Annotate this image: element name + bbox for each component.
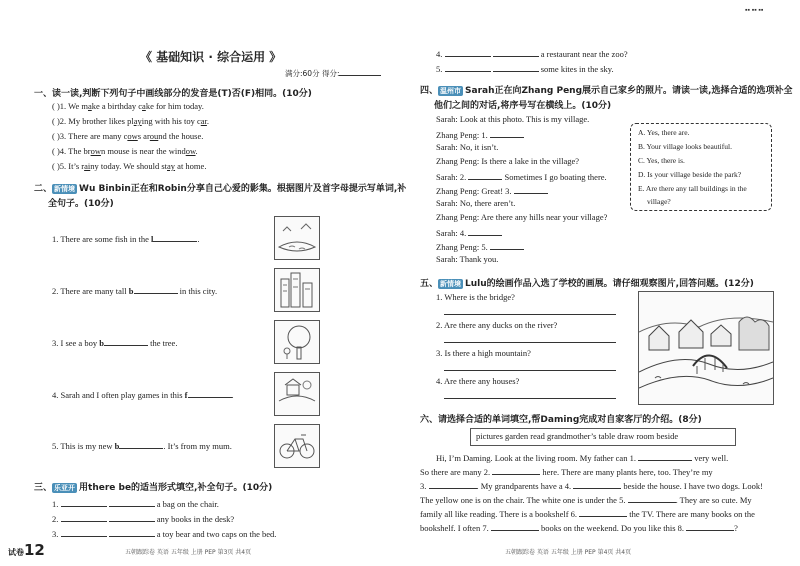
s1-item-2[interactable]: ( )2. My brother likes playing with his toy car.	[52, 116, 210, 126]
s2-item-2[interactable]: 2. There are many tall b in this city.	[52, 286, 218, 296]
passage-line-5[interactable]: family all like reading. There is a bookshelf 6. the TV. There are many books on the	[420, 509, 755, 519]
farm-picture	[274, 372, 320, 416]
landscape-picture	[638, 291, 774, 405]
s3-item-1[interactable]: 1. a bag on the chair.	[52, 499, 219, 509]
s1-item-3[interactable]: ( )3. There are many cows around the house.	[52, 131, 204, 141]
section-3-heading: 三、 乐亚开 用there be的适当形式填空,补全句子。(10分)	[34, 483, 273, 493]
tree-picture	[274, 320, 320, 364]
dialogue-line-9[interactable]: Sarah: 4.	[436, 226, 502, 238]
section-2-heading: 二、 新情境 Wu Binbin正在和Robin分享自己心爱的影集。根据图片及首字母提示写单词,补	[34, 184, 407, 194]
word-bank-words: pictures garden read grandmother’s table draw room beside	[476, 431, 679, 441]
s1-item-1[interactable]: ( )1. We make a birthday cake for him today.	[52, 101, 204, 111]
passage-line-3[interactable]: 3. . My grandparents have a 4. beside the house. I have two dogs. Look!	[420, 481, 763, 491]
s2-item-3[interactable]: 3. I see a boy b the tree.	[52, 338, 178, 348]
passage-line-6[interactable]: bookshelf. I often 7. books on the weekend. Do you like this 8. ?	[420, 523, 738, 533]
category-tag: 乐亚开	[54, 483, 76, 492]
s5-answer-line-1[interactable]	[444, 314, 616, 315]
dialogue-line-11: Sarah: Thank you.	[436, 254, 499, 264]
bike-picture	[274, 424, 320, 468]
s5-question-2: 2. Are there any ducks on the river?	[436, 320, 558, 330]
option-e: E. Are there any tall buildings in the	[638, 184, 747, 193]
corner-marks: ▪▪ ▪▪ ▪▪	[745, 6, 764, 14]
right-footer: 五朝跟踪卷 英语 五年级 上册 PEP 第4页 共4页	[505, 549, 632, 556]
buildings-picture	[274, 268, 320, 312]
dialogue-line-5[interactable]: Sarah: 2. Sometimes I go boating there.	[436, 172, 607, 182]
passage-line-4[interactable]: The yellow one is on the chair. The white one is under the 5. . They are so cute. My	[420, 495, 752, 505]
s1-item-4[interactable]: ( )4. The brown mouse is near the window.	[52, 146, 198, 156]
passage-line-2[interactable]: So there are many 2. here. There are many plants here, too. They’re my	[420, 467, 713, 477]
option-d: D. Is your village beside the park?	[638, 170, 742, 179]
new-context-tag-2: 新情境	[440, 279, 462, 288]
lake-picture	[274, 216, 320, 260]
dialogue-line-2[interactable]: Zhang Peng: 1.	[436, 128, 524, 140]
s1-item-5[interactable]: ( )5. It’s rainy today. We should stay at home.	[52, 161, 207, 171]
left-footer: 五朝跟踪卷 英语 五年级 上册 PEP 第3页 共4页	[125, 549, 252, 556]
section-4-heading-2: 他们之间的对话,将序号写在横线上。(10分)	[434, 101, 612, 111]
s2-item-4[interactable]: 4. Sarah and I often play games in this f .	[52, 390, 234, 400]
option-c: C. Yes, there is.	[638, 156, 685, 165]
dialogue-line-3: Sarah: No, it isn’t.	[436, 142, 499, 152]
s2-item-1[interactable]: 1. There are some fish in the l .	[52, 234, 200, 244]
section-6-heading: 六、请选择合适的单词填空,帮Daming完成对自家客厅的介绍。(8分)	[420, 415, 702, 425]
section-5-heading: 五、 新情境 Lulu的绘画作品入选了学校的画展。请仔细观察图片,回答问题。(12分)	[420, 279, 754, 289]
s5-question-4: 4. Are there any houses?	[436, 376, 520, 386]
passage-line-1[interactable]: Hi, I’m Daming. Look at the living room. My father can 1. very well.	[436, 453, 729, 463]
dialogue-line-4: Zhang Peng: Is there a lake in the village?	[436, 156, 580, 166]
s2-item-5[interactable]: 5. This is my new b . It’s from my mum.	[52, 441, 232, 451]
dialogue-line-10[interactable]: Zhang Peng: 5.	[436, 240, 524, 252]
page-label: 试卷12	[8, 541, 45, 559]
option-a: A. Yes, there are.	[638, 128, 690, 137]
page-title: 《 基础知识 · 综合运用 》	[140, 50, 282, 64]
s5-answer-line-4[interactable]	[444, 398, 616, 399]
option-b: B. Your village looks beautiful.	[638, 142, 732, 151]
s3-item-3[interactable]: 3. a toy bear and two caps on the bed.	[52, 529, 277, 539]
score-line: 满分:60分 得分:	[285, 66, 381, 79]
section-4-heading: 四、 温州市 Sarah正在向Zhang Peng展示自己家乡的照片。请读一读,选择合适的选项补全	[420, 86, 793, 96]
s3-item-4[interactable]: 4. a restaurant near the zoo?	[436, 49, 628, 59]
s3-item-5[interactable]: 5. some kites in the sky.	[436, 64, 614, 74]
dialogue-line-6[interactable]: Zhang Peng: Great! 3.	[436, 184, 548, 196]
s3-item-2[interactable]: 2. any books in the desk?	[52, 514, 235, 524]
s5-answer-line-3[interactable]	[444, 370, 616, 371]
s5-answer-line-2[interactable]	[444, 342, 616, 343]
s5-question-1: 1. Where is the bridge?	[436, 292, 515, 302]
s5-question-3: 3. Is there a high mountain?	[436, 348, 531, 358]
new-context-tag: 新情境	[54, 184, 76, 193]
dialogue-line-8: Zhang Peng: Are there any hills near your village?	[436, 212, 608, 222]
option-e-cont: village?	[647, 197, 671, 206]
dialogue-line-7: Sarah: No, there aren’t.	[436, 198, 516, 208]
section-1-heading: 一、读一读,判断下列句子中画线部分的发音是(T)否(F)相同。(10分)	[34, 89, 312, 99]
section-2-heading-2: 全句子。(10分)	[48, 199, 114, 209]
dialogue-line-1: Sarah: Look at this photo. This is my village.	[436, 114, 590, 124]
region-tag: 温州市	[440, 86, 462, 95]
